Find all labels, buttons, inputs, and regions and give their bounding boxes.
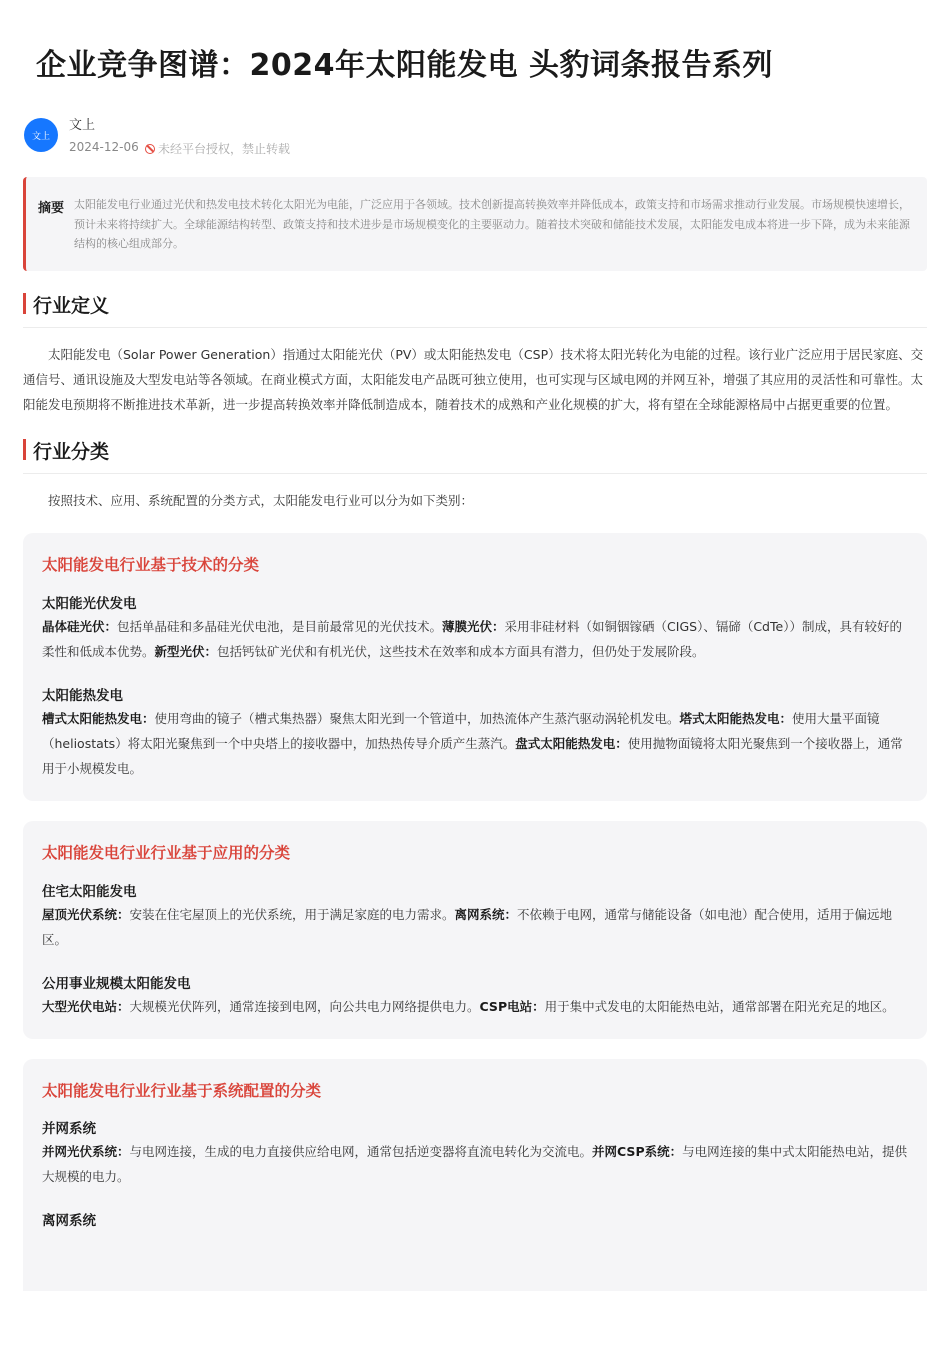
sub-category-title: 住宅太阳能发电: [42, 884, 137, 900]
section-heading-definition: [23, 291, 927, 328]
classification-card-technology: [23, 533, 927, 801]
card-title: 太阳能发电行业基于技术的分类: [42, 556, 260, 574]
sub-category-body: [42, 706, 908, 781]
item-desc: 包括单晶硅和多晶硅光伏电池，是目前最常见的光伏技术。: [117, 619, 443, 634]
abstract-label: 摘要: [38, 201, 65, 216]
item-desc: 与电网连接的集中式太阳能热电站，提供大规模的电力。: [42, 1144, 908, 1184]
item-desc: 与电网连接，生成的电力直接供应给电网，通常包括逆变器将直流电转化为交流电。: [129, 1144, 593, 1159]
sub-category: [42, 1211, 908, 1231]
sub-category-body: [42, 994, 908, 1019]
sub-category-body: [42, 614, 908, 664]
sub-category-title: 离网系统: [42, 1213, 96, 1229]
sub-category-title: 太阳能热发电: [42, 688, 123, 704]
page-title: 企业竞争图谱：2024年太阳能发电 头豹词条报告系列: [36, 48, 773, 83]
item-desc: 不依赖于电网，通常与储能设备（如电池）配合使用，适用于偏远地区。: [42, 907, 893, 947]
sub-category: [42, 974, 908, 1019]
item-desc: 大规模光伏阵列，通常连接到电网，向公共电力网络提供电力。: [129, 999, 480, 1014]
item-term: 盘式太阳能热发电：: [515, 736, 628, 751]
item-desc: 包括钙钛矿光伏和有机光伏，这些技术在效率和成本方面具有潜力，但仍处于发展阶段。: [217, 644, 705, 659]
section-heading-classification: [23, 437, 927, 474]
sub-category: [42, 686, 908, 781]
sub-category: [42, 1119, 908, 1189]
item-desc: 用于集中式发电的太阳能热电站，通常部署在阳光充足的地区。: [544, 999, 895, 1014]
item-term: CSP电站：: [479, 999, 545, 1014]
item-term: 并网CSP系统：: [592, 1144, 683, 1159]
sub-category-body: [42, 902, 908, 952]
forbidden-icon: [145, 144, 155, 154]
item-desc: 使用抛物面镜将太阳光聚焦到一个接收器上，通常用于小规模发电。: [42, 736, 903, 776]
card-title: 太阳能发电行业行业基于应用的分类: [42, 844, 291, 862]
author-block: [24, 114, 624, 158]
sub-category: [42, 882, 908, 952]
copyright-notice-text: 未经平台授权，禁止转载: [158, 142, 291, 156]
copyright-notice: [145, 140, 290, 157]
item-desc: 安装在住宅屋顶上的光伏系统，用于满足家庭的电力需求。: [129, 907, 455, 922]
item-term: 新型光伏：: [154, 644, 218, 659]
section-heading-text: 行业定义: [33, 295, 110, 317]
sub-category-title: 并网系统: [42, 1121, 96, 1137]
section-heading-text: 行业分类: [33, 441, 110, 463]
section-accent-bar: [23, 293, 26, 314]
item-term: 薄膜光伏：: [442, 619, 505, 634]
item-term: 离网系统：: [454, 907, 518, 922]
item-desc: 使用大量平面镜（heliostats）将太阳光聚焦到一个中央塔上的接收器中，加热热传导介质产生蒸汽。: [42, 711, 880, 751]
item-term: 屋顶光伏系统：: [42, 907, 130, 922]
sub-category-title: 太阳能光伏发电: [42, 596, 137, 612]
item-term: 并网光伏系统：: [42, 1144, 130, 1159]
item-desc: 使用弯曲的镜子（槽式集热器）聚焦太阳光到一个管道中，加热流体产生蒸汽驱动涡轮机发电。: [154, 711, 680, 726]
sub-category-body: [42, 1139, 908, 1189]
classification-card-application: [23, 821, 927, 1039]
sub-category-title: 公用事业规模太阳能发电: [42, 976, 191, 992]
classification-intro: 按照技术、应用、系统配置的分类方式，太阳能发电行业可以分为如下类别：: [48, 493, 474, 508]
abstract-text: 太阳能发电行业通过光伏和热发电技术转化太阳光为电能，广泛应用于各领域。技术创新提高转换效率并降低成本，政策支持和市场需求推动行业发展。市场规模快速增长，预计未来将持续扩大。全球能源结构转型、政策支持和技术进步是市场规模变化的主要驱动力。随着技术突破和储能技术发展，太阳能发电成本将进一步下降，成为未来能源结构的核心组成部分。: [74, 198, 910, 250]
sub-category: [42, 594, 908, 664]
item-term: 晶体硅光伏：: [42, 619, 118, 634]
item-term: 大型光伏电站：: [42, 999, 130, 1014]
author-name[interactable]: 文上: [69, 118, 96, 133]
avatar[interactable]: 文上: [24, 118, 58, 152]
item-term: 塔式太阳能热发电：: [679, 711, 793, 726]
classification-card-system-config: [23, 1059, 927, 1291]
card-title: 太阳能发电行业行业基于系统配置的分类: [42, 1082, 322, 1100]
definition-paragraph: 太阳能发电（Solar Power Generation）指通过太阳能光伏（PV）或太阳能热发电（CSP）技术将太阳光转化为电能的过程。该行业广泛应用于居民家庭、交通信号、通讯设施及大型发电站等各领域。在商业模式方面，太阳能发电产品既可独立使用，也可实现与区域电网的并网互补，增强了其应用的灵活性和可靠性。太阳能发电预期将不断推进技术革新，进一步提高转换效率并降低制造成本，随着技术的成熟和产业化规模的扩大，将有望在全球能源格局中占据更重要的位置。: [23, 347, 924, 412]
item-desc: 采用非硅材料（如铜铟镓硒（CIGS）、镉碲（CdTe））制成，具有较好的柔性和低成本优势。: [42, 619, 902, 659]
abstract-box: [23, 177, 927, 271]
section-accent-bar: [23, 439, 26, 460]
publish-date: 2024-12-06: [69, 140, 139, 154]
item-term: 槽式太阳能热发电：: [42, 711, 155, 726]
